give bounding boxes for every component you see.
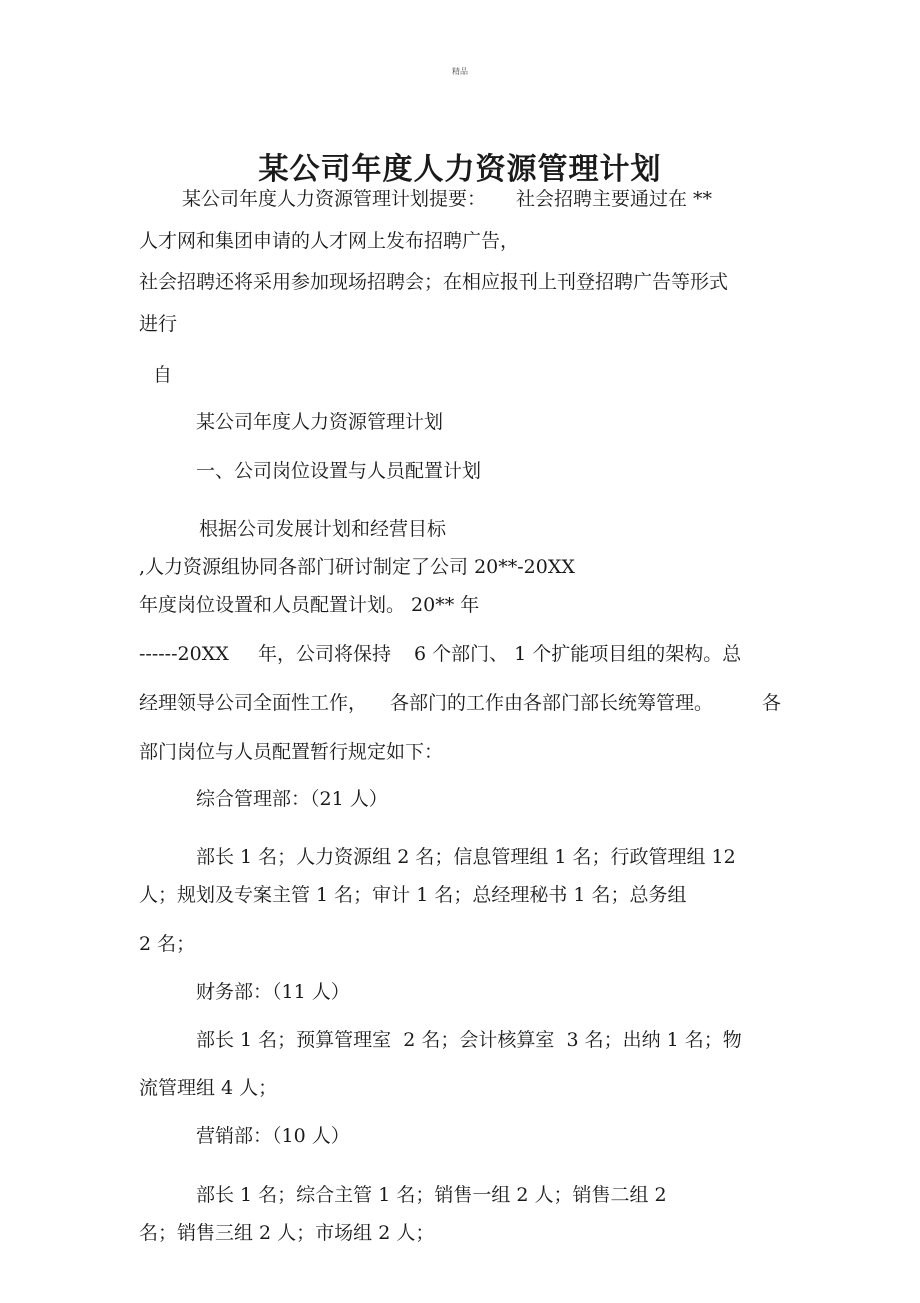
document-title: 某公司年度人力资源管理计划 — [258, 152, 662, 188]
para-1-line-6: 部门岗位与人员配置暂行规定如下： — [139, 741, 444, 763]
summary-line-1a: 某公司年度人力资源管理计划提要： — [182, 188, 487, 210]
para-1-line-5b: 各部门的工作由各部门部长统筹管理。 — [390, 692, 714, 714]
dept-admin-line-2: 人；规划及专案主管 1 名；审计 1 名；总经理秘书 1 名；总务组 — [139, 884, 687, 906]
para-1-line-1: 根据公司发展计划和经营目标 — [199, 518, 447, 540]
para-1-line-4c: 6 个部门、 1 个扩能项目组的架构。总 — [414, 643, 742, 665]
dept-sales-line-1: 部长 1 名；综合主管 1 名；销售一组 2 人；销售二组 2 — [196, 1184, 667, 1206]
summary-line-2: 人才网和集团申请的人才网上发布招聘广告， — [139, 230, 520, 252]
section-title: 某公司年度人力资源管理计划 — [196, 411, 444, 433]
dept-admin-line-1: 部长 1 名；人力资源组 2 名；信息管理组 1 名；行政管理组 12 — [196, 846, 736, 868]
dept-admin-line-3: 2 名； — [139, 933, 196, 955]
para-1-line-2: ,人力资源组协同各部门研讨制定了公司 20**-20XX — [139, 556, 575, 578]
para-1-line-4b: 年，公司将保持 — [258, 643, 392, 665]
para-1-line-4a: ------20XX — [139, 643, 229, 665]
dept-finance-line-2: 流管理组 4 人； — [139, 1077, 278, 1099]
dept-heading-admin: 综合管理部：（21 人） — [196, 788, 388, 810]
section-heading-1: 一、公司岗位设置与人员配置计划 — [196, 460, 482, 482]
dept-finance-line-1: 部长 1 名；预算管理室 2 名；会计核算室 3 名；出纳 1 名；物 — [196, 1029, 742, 1051]
summary-line-4: 进行 — [139, 313, 178, 335]
dept-sales-line-2: 名；销售三组 2 人；市场组 2 人； — [139, 1222, 435, 1244]
summary-line-1b: 社会招聘主要通过在 ** — [516, 188, 713, 210]
para-1-line-5c: 各 — [762, 692, 782, 714]
dept-heading-sales: 营销部：（10 人） — [196, 1125, 350, 1147]
summary-line-3: 社会招聘还将采用参加现场招聘会；在相应报刊上刊登招聘广告等形式 — [139, 271, 729, 293]
summary-line-5: 自 — [153, 364, 173, 386]
dept-heading-finance: 财务部：（11 人） — [196, 981, 350, 1003]
para-1-line-3: 年度岗位设置和人员配置计划。 20** 年 — [139, 594, 480, 616]
para-1-line-5a: 经理领导公司全面性工作， — [139, 692, 368, 714]
header-mark: 精品 — [452, 67, 468, 76]
